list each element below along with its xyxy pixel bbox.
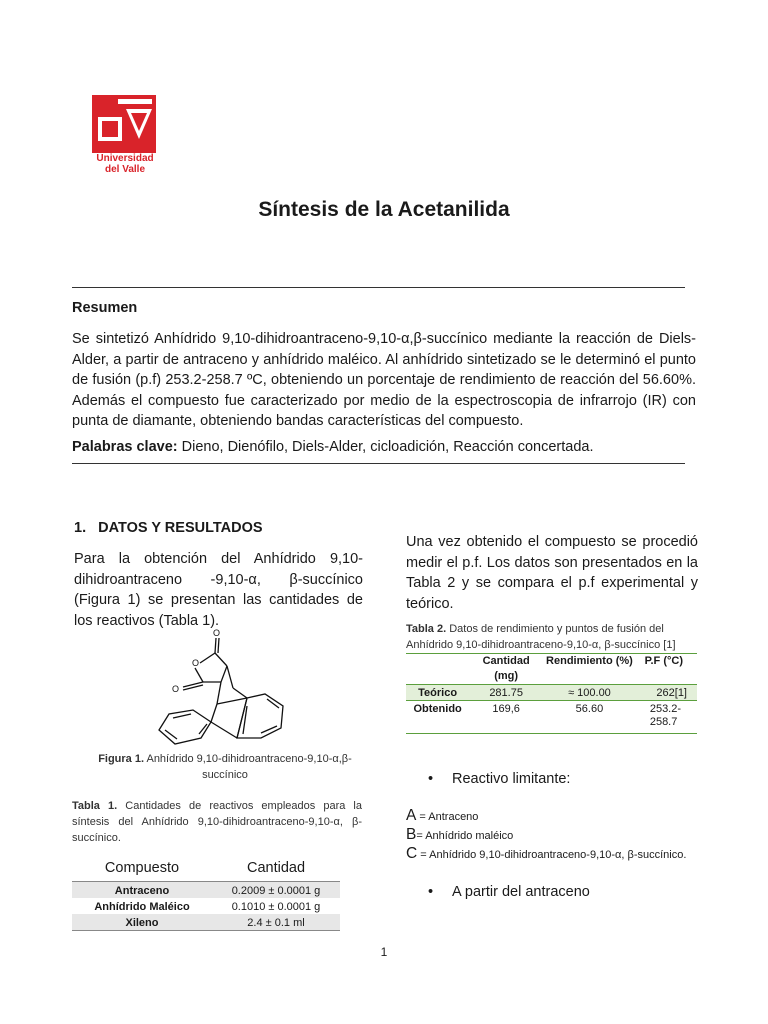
table1-caption	[72, 798, 362, 846]
keywords-label: Palabras clave:	[72, 439, 178, 455]
atom-o-top: O	[213, 628, 221, 638]
table2-cell: 56.60	[543, 701, 636, 734]
table2-cell: 253.2-258.7	[636, 701, 697, 734]
keywords-list: Dieno, Dienófilo, Diels-Alder, cicloadición, Reacción concertada.	[177, 439, 594, 455]
table1-cell: 0.2009 ± 0.0001 g	[212, 882, 340, 899]
right-paragraph: Una vez obtenido el compuesto se procedió medir el p.f. Los datos son presentados en la Tabla 2 y se compara el p.f experimental y teórico.	[406, 534, 698, 612]
bullet-text: A partir del antraceno	[452, 884, 590, 900]
table-row	[72, 882, 340, 899]
table2-header-empty	[406, 654, 469, 685]
document-title: Síntesis de la Acetanilida	[258, 198, 510, 221]
section-paragraph: Para la obtención del Anhídrido 9,10-dihidroantraceno -9,10-α, β-succínico (Figura 1) se presentan las cantidades de los reactivos (Tabla 1).	[74, 551, 363, 629]
table1-header-compuesto: Compuesto	[72, 858, 212, 882]
table2	[406, 653, 697, 734]
section-heading: 1. DATOS Y RESULTADOS	[74, 520, 263, 536]
table2-cell: 281.75	[469, 685, 543, 701]
definition-b	[406, 826, 513, 844]
logo-line2: del Valle	[104, 164, 146, 175]
table2-header-row	[406, 654, 697, 685]
definition-text: = Anhídrido 9,10-dihidroantraceno-9,10-α, β-succínico.	[417, 849, 687, 861]
figure-caption-label: Figura 1.	[98, 753, 145, 765]
table1	[72, 858, 340, 931]
table2-cell: ≈ 100.00	[543, 685, 636, 701]
abstract-text: Se sintetizó Anhídrido 9,10-dihidroantraceno-9,10-α,β-succínico mediante la reacción de Diels-Alder, a partir de antraceno y anhídrido maléico. Al anhídrido sintetizado se le determinó el punto de fusión (p.f) 253.2-258.7 ºC, obteniendo un porcentaje de rendimiento de reacción del 56.60%. Además el compuesto fue caracterizado por medio de la espectroscopia de infrarrojo (IR) con punta de diamante, obteniendo bandas características del compuesto.	[72, 331, 696, 429]
definition-letter: C	[406, 845, 418, 862]
bullet-reactivo-limitante	[428, 771, 570, 787]
table2-cell: 262[1]	[636, 685, 697, 701]
table1-header-row	[72, 858, 340, 882]
table-row	[72, 898, 340, 914]
definition-c	[406, 845, 686, 863]
table2-header-rendimiento: Rendimiento (%)	[543, 654, 636, 685]
logo-line1: Universidad	[96, 153, 154, 164]
top-rule	[72, 287, 685, 288]
table-row	[406, 701, 697, 734]
table2-caption-text: Datos de rendimiento y puntos de fusión del Anhídrido 9,10-dihidroantraceno-9,10-α, β-succínico [1]	[406, 623, 676, 651]
definition-text: = Antraceno	[416, 811, 479, 823]
table2-header-cantidad: Cantidad (mg)	[469, 654, 543, 685]
atom-o-ring: O	[192, 658, 200, 668]
table1-cell: Antraceno	[72, 882, 212, 899]
definition-a	[406, 807, 478, 825]
bottom-rule	[72, 463, 685, 464]
university-logo	[92, 95, 156, 153]
table-row	[406, 685, 697, 701]
table-row	[72, 914, 340, 931]
table1-cell: Anhídrido Maléico	[94, 900, 190, 913]
table2-header-pf: P.F (°C)	[636, 654, 697, 685]
figure-caption	[84, 751, 366, 783]
bullet-dot: •	[428, 884, 434, 900]
bullet-text: Reactivo limitante:	[452, 771, 571, 787]
table1-header-cantidad: Cantidad	[212, 858, 340, 882]
definition-text: = Anhídrido maléico	[416, 830, 514, 842]
atom-o-left: O	[172, 684, 180, 694]
figure-caption-text: Anhídrido 9,10-dihidroantraceno-9,10-α,β-succínico	[144, 753, 352, 781]
table2-cell: 169,6	[469, 701, 543, 734]
page-number: 1	[380, 945, 388, 959]
table1-cell: Xileno	[72, 914, 212, 931]
table2-cell: Teórico	[406, 685, 469, 701]
table2-caption-label: Tabla 2.	[406, 623, 447, 635]
logo-text	[88, 153, 162, 175]
table1-caption-text: Cantidades de reactivos empleados para la síntesis del Anhídrido 9,10-dihidroantraceno-9,10-α, β-succínico.	[72, 800, 362, 844]
definition-letter: A	[406, 807, 417, 824]
resumen-heading: Resumen	[72, 300, 138, 316]
chemical-structure-figure	[155, 626, 300, 752]
table2-caption	[406, 621, 698, 653]
table1-cell: 0.1010 ± 0.0001 g	[231, 900, 321, 913]
bullet-dot: •	[428, 771, 434, 787]
bullet-a-partir	[428, 884, 590, 900]
table1-cell: 2.4 ± 0.1 ml	[212, 914, 340, 931]
keywords	[72, 439, 594, 455]
definition-letter: B	[406, 826, 417, 843]
table1-caption-label: Tabla 1.	[72, 800, 118, 812]
table2-cell: Obtenido	[406, 701, 469, 734]
